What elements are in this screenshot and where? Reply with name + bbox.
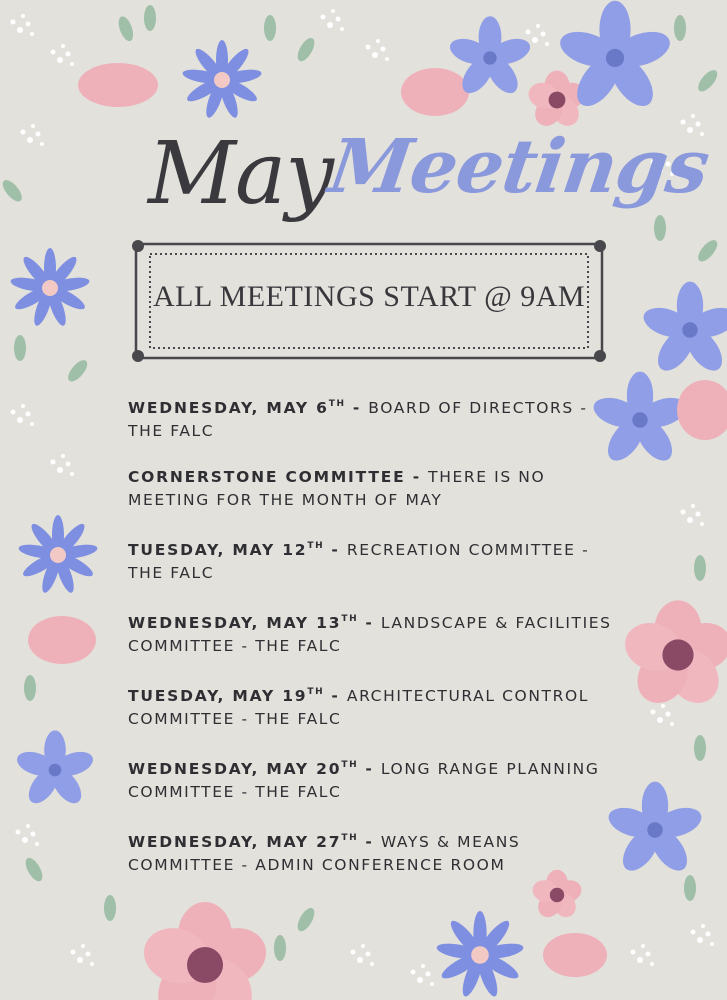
meeting-item <box>128 827 628 877</box>
separator: - <box>324 687 347 705</box>
meeting-item <box>128 608 628 658</box>
meeting-day: WEDNESDAY, MAY 27 <box>128 833 342 851</box>
meeting-details: ARCHITECTURAL CONTROL COMMITTEE - THE FALC <box>128 687 590 728</box>
separator: - <box>358 760 381 778</box>
separator: - <box>358 833 381 851</box>
ordinal-suffix: TH <box>341 614 359 624</box>
page-title <box>0 118 727 228</box>
meeting-item <box>128 466 628 512</box>
meeting-day: TUESDAY, MAY 12 <box>128 541 308 559</box>
meeting-details: LONG RANGE PLANNING COMMITTEE - THE FALC <box>128 760 600 801</box>
meeting-item <box>128 535 628 585</box>
ordinal-suffix: TH <box>307 687 325 697</box>
title-word-meetings: Meetings <box>323 124 714 210</box>
meeting-day: WEDNESDAY, MAY 13 <box>128 614 342 632</box>
separator: - <box>358 614 381 632</box>
meeting-details: RECREATION COMMITTEE - THE FALC <box>128 541 590 582</box>
meeting-details: BOARD OF DIRECTORS - THE FALC <box>128 399 588 440</box>
meeting-day: TUESDAY, MAY 19 <box>128 687 308 705</box>
ordinal-suffix: TH <box>341 833 359 843</box>
meeting-item <box>128 393 628 443</box>
ordinal-suffix: TH <box>341 760 359 770</box>
separator: - <box>405 468 429 486</box>
meeting-day: CORNERSTONE COMMITTEE <box>128 468 406 486</box>
separator: - <box>345 399 369 417</box>
meeting-item <box>128 681 628 731</box>
banner-text: ALL MEETINGS START @ 9AM <box>152 280 586 313</box>
separator: - <box>324 541 347 559</box>
ordinal-suffix: TH <box>307 541 325 551</box>
meeting-details: LANDSCAPE & FACILITIES COMMITTEE - THE FALC <box>128 614 612 655</box>
meeting-list <box>128 393 628 900</box>
meeting-details: WAYS & MEANS COMMITTEE - ADMIN CONFERENCE ROOM <box>128 833 521 874</box>
start-time-banner <box>130 238 608 364</box>
title-word-may: May <box>148 124 333 224</box>
meeting-details: THERE IS NO MEETING FOR THE MONTH OF MAY <box>128 468 546 509</box>
meeting-day: WEDNESDAY, MAY 6 <box>128 399 329 417</box>
meeting-day: WEDNESDAY, MAY 20 <box>128 760 342 778</box>
meeting-item <box>128 754 628 804</box>
ordinal-suffix: TH <box>328 399 346 409</box>
